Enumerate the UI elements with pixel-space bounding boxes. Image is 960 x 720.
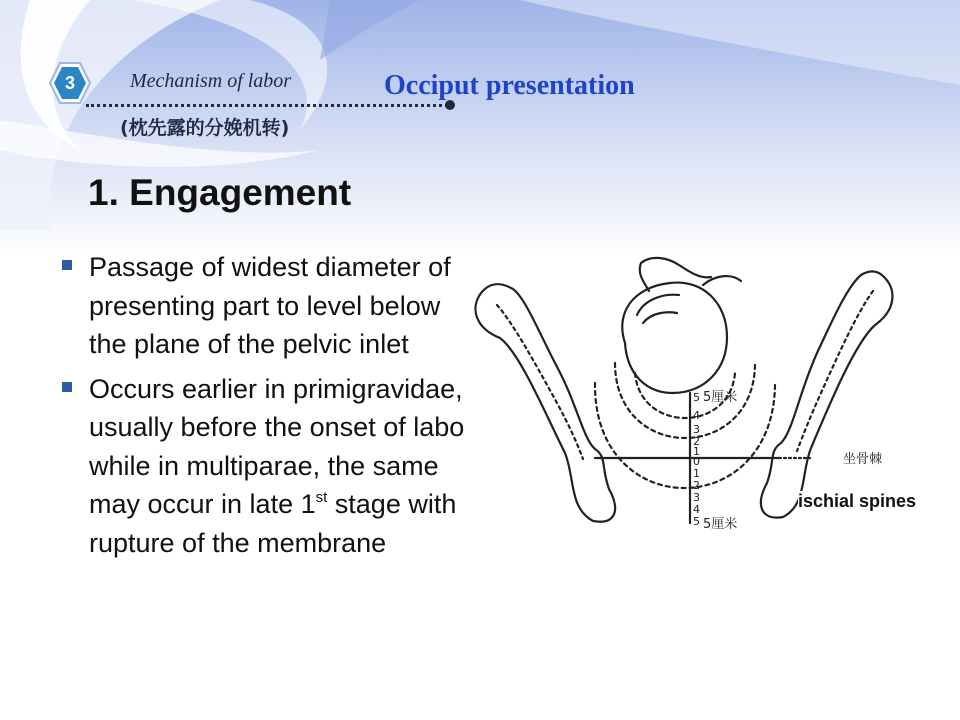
scale-mark: 4 bbox=[693, 409, 700, 422]
right-pelvic-bone bbox=[761, 271, 893, 517]
fetal-head bbox=[622, 283, 727, 393]
scale-mark: 0 bbox=[693, 455, 700, 468]
scale-mark: 3 bbox=[693, 423, 700, 436]
section-number: 3 bbox=[64, 73, 75, 93]
cm-label-top: 5厘米 bbox=[703, 390, 738, 405]
scale-mark: 4 bbox=[693, 503, 700, 516]
bullet-item bbox=[62, 370, 482, 563]
ordinal-superscript: st bbox=[315, 489, 328, 506]
bullet-text: Passage of widest diameter of presenting part to level below the plane of the pelvic inlet bbox=[89, 252, 451, 359]
left-pelvic-bone bbox=[475, 284, 615, 522]
ischial-spines-label: ischial spines bbox=[798, 491, 917, 511]
chinese-subtitle: (枕先露的分娩机转) bbox=[120, 117, 290, 139]
scale-mark: 5 bbox=[693, 391, 700, 404]
square-bullet-icon bbox=[62, 382, 72, 392]
dotted-divider bbox=[86, 104, 448, 107]
cm-label-bottom: 5厘米 bbox=[703, 517, 738, 532]
scale-mark: 1 bbox=[693, 445, 700, 458]
scale-mark: 5 bbox=[693, 515, 700, 528]
bullet-text: Occurs earlier in primigravidae, usually before the onset of labor while in multiparae, the same may occur in late 1 bbox=[89, 373, 474, 519]
section-title: Mechanism of labor bbox=[130, 70, 292, 92]
scale-mark: 2 bbox=[693, 435, 700, 448]
bullet-text-continued: stage with rupture of the membrane bbox=[89, 489, 457, 558]
square-bullet-icon bbox=[62, 260, 72, 270]
scale-mark: 2 bbox=[693, 479, 700, 492]
scale-mark: 1 bbox=[693, 467, 700, 480]
scale-mark: 3 bbox=[693, 491, 700, 504]
topic-title: Occiput presentation bbox=[384, 70, 635, 101]
spine-label-cn: 坐骨棘 bbox=[843, 452, 883, 467]
bullet-item bbox=[62, 248, 482, 364]
bullet-list bbox=[62, 248, 482, 568]
slide-heading: 1. Engagement bbox=[88, 172, 352, 213]
